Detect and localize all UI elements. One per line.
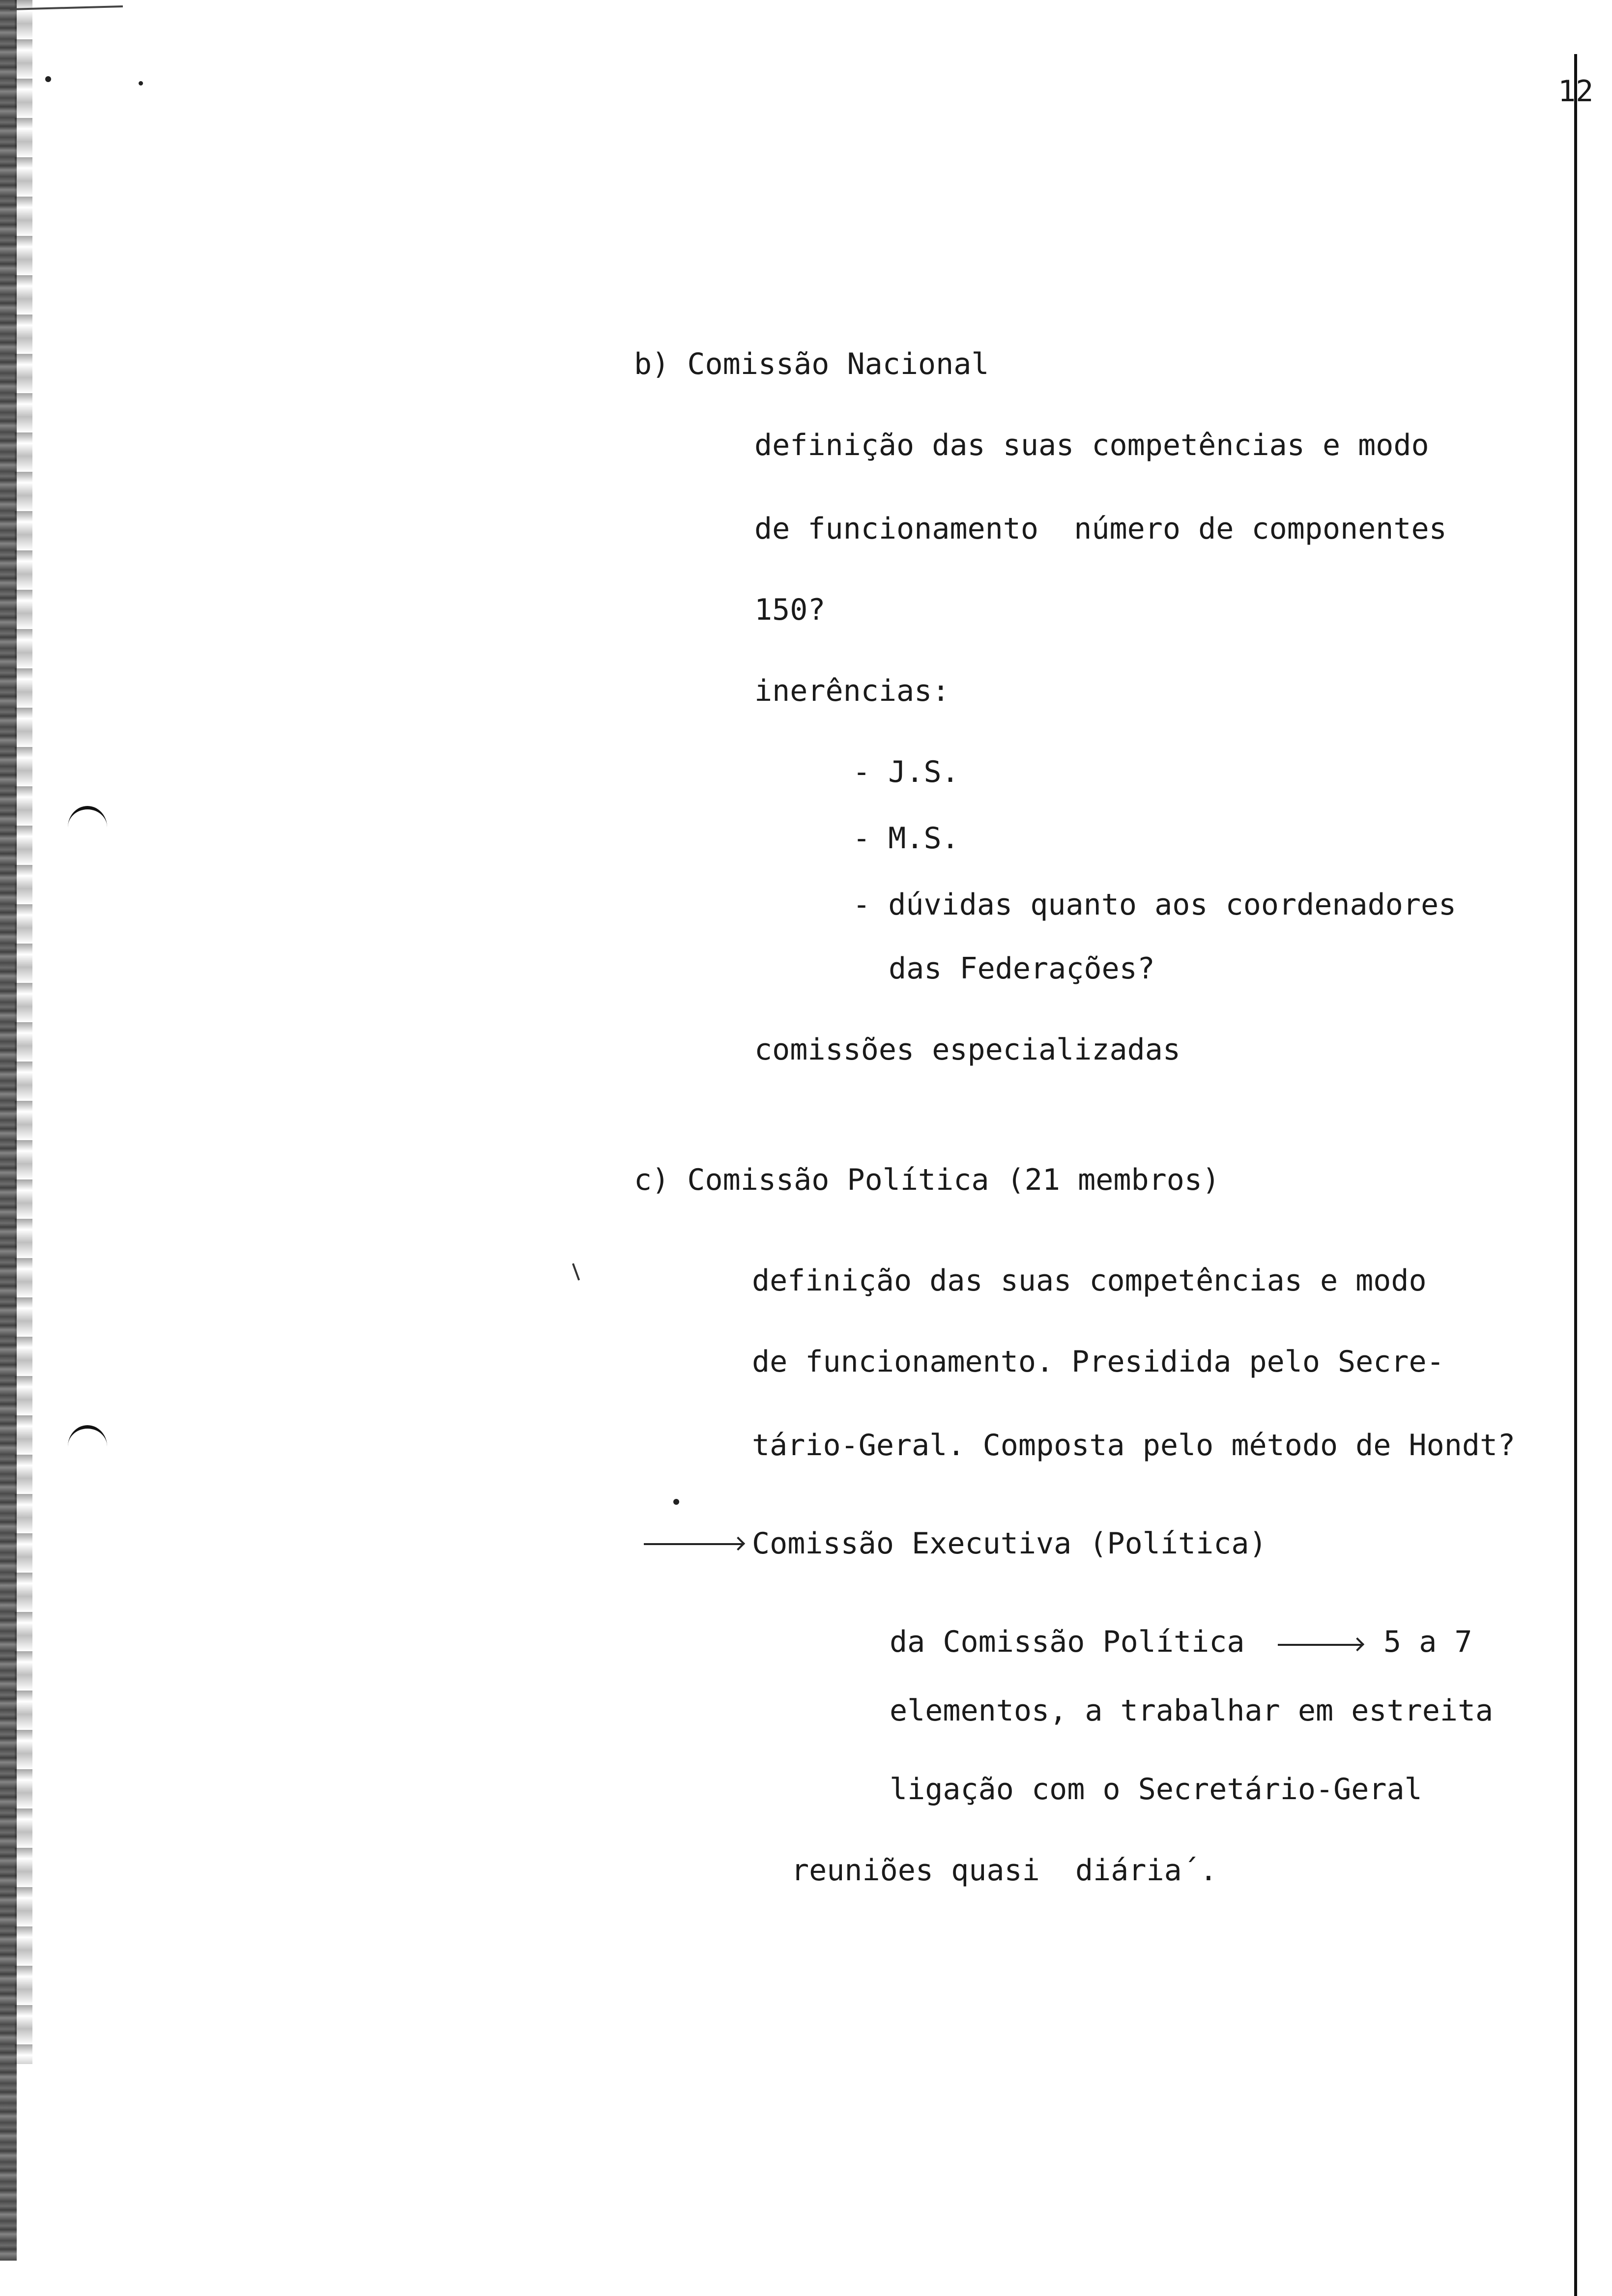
scanned-binding-edge [0,0,17,2261]
arrow-head-icon [731,1537,745,1550]
section-c-line: tário-Geral. Composta pelo método de Hondt? [752,1428,1516,1463]
scan-speck [139,81,143,86]
section-b-heading: b) Comissão Nacional [634,347,989,381]
executive-line: ligação com o Secretário-Geral [890,1772,1422,1807]
scan-speck [45,76,51,82]
right-margin-rule [1574,54,1577,2296]
scan-mark [572,1263,580,1280]
inerencias-label: inerências: [754,674,950,708]
arrow-icon [1278,1644,1361,1646]
punch-hole-mark [68,1425,107,1468]
section-c-heading: c) Comissão Política (21 membros) [634,1163,1220,1197]
list-item: - dúvidas quanto aos coordenadores [853,888,1457,922]
section-c-line: de funcionamento. Presidida pelo Secre- [752,1345,1444,1379]
section-b-line: definição das suas competências e modo [754,428,1429,462]
page-number: 12 [1558,74,1594,109]
section-b-line: 150? [754,593,826,627]
section-b-line: de funcionamento número de componentes [754,512,1447,546]
arrow-head-icon [1351,1637,1364,1651]
executive-line: elementos, a trabalhar em estreita [890,1693,1494,1728]
arrow-icon [644,1543,742,1545]
section-c-line: definição das suas competências e modo [752,1263,1427,1298]
scan-speck [673,1499,679,1505]
executive-commission-heading: Comissão Executiva (Política) [752,1526,1267,1561]
list-item: - J.S. [853,755,959,789]
punch-hole-mark [68,806,107,849]
list-item-continuation: das Federações? [889,951,1155,986]
executive-line: 5 a 7 [1383,1625,1472,1659]
scanned-binding-shadow [15,0,32,2064]
section-b-closing: comissões especializadas [754,1033,1180,1067]
executive-line: reuniões quasi diária´. [791,1853,1217,1888]
list-item: - M.S. [853,821,959,856]
executive-line: da Comissão Política [890,1625,1245,1659]
